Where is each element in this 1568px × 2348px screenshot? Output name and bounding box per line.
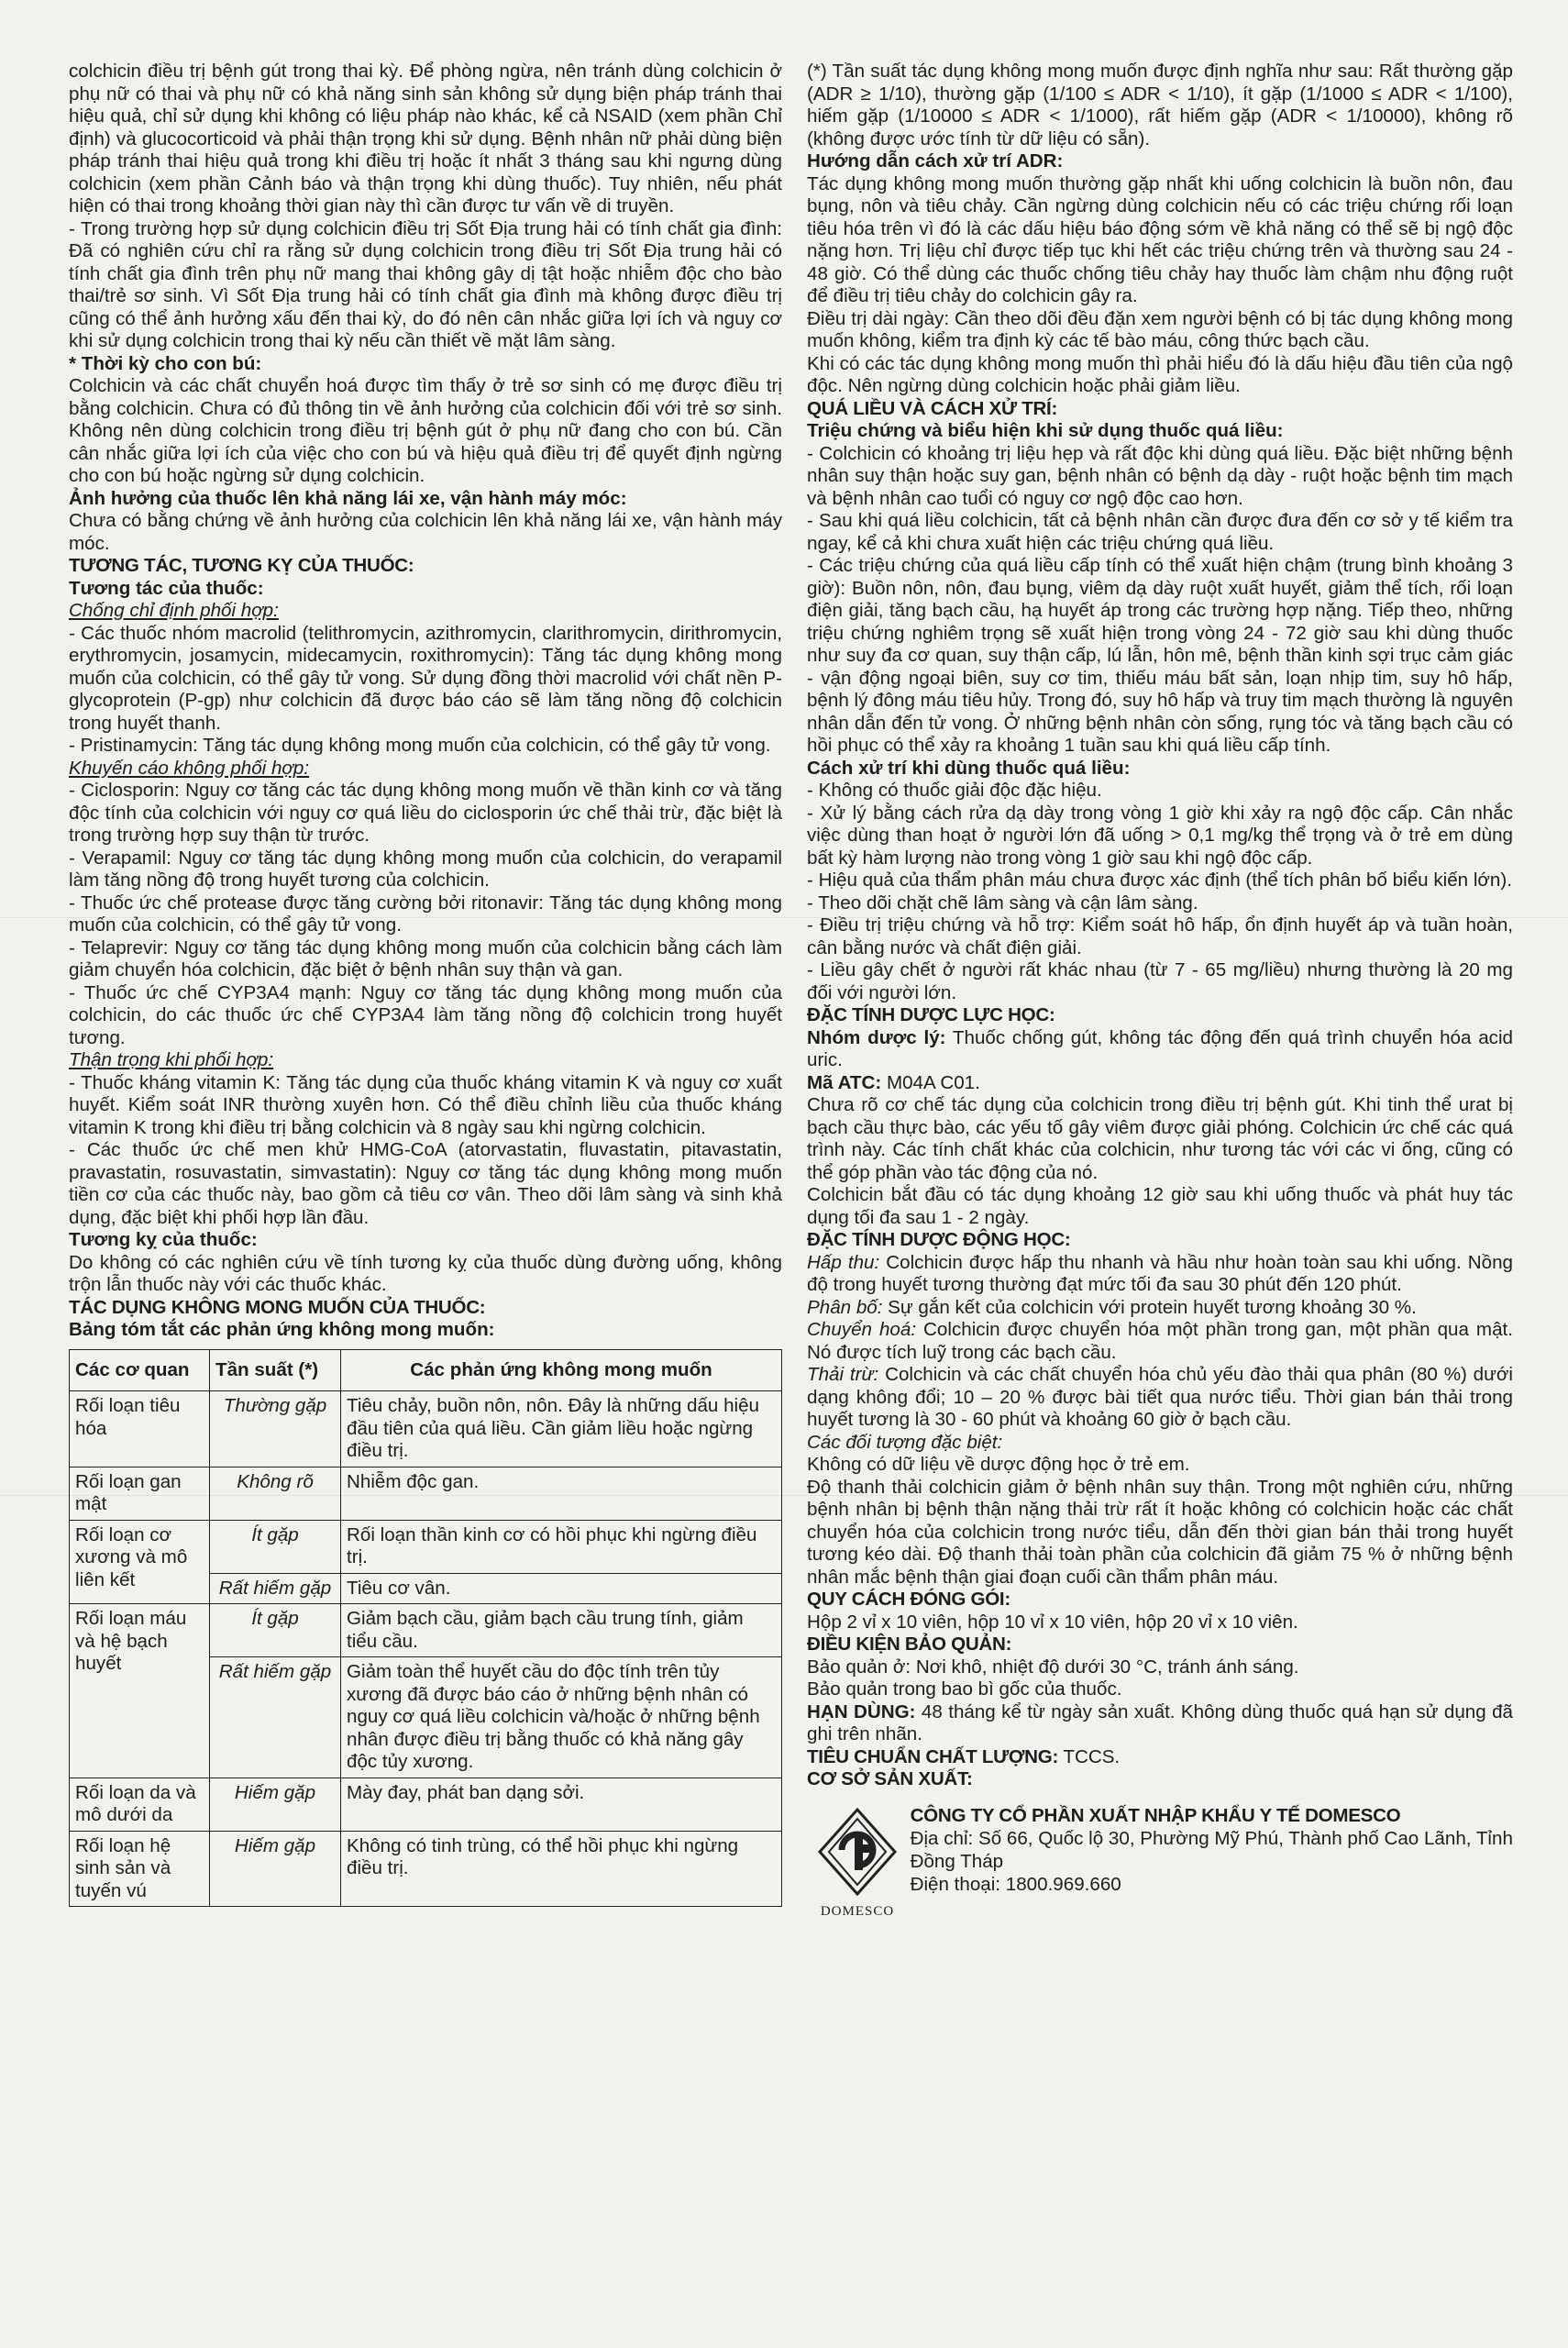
pharmacokinetics-heading: ĐẶC TÍNH DƯỢC ĐỘNG HỌC:	[807, 1229, 1071, 1250]
distribution-label: Phân bố:	[807, 1296, 883, 1318]
reaction-cell: Tiêu cơ vân.	[341, 1573, 782, 1604]
overdose-symptoms-heading: Triệu chứng và biểu hiện khi sử dụng thuốc quá liều:	[807, 420, 1284, 441]
atc-label: Mã ATC:	[807, 1071, 882, 1093]
overdose-heading: QUÁ LIỀU VÀ CÁCH XỬ TRÍ:	[807, 397, 1058, 419]
toxicity-sign-paragraph: Khi có các tác dụng không mong muốn thì phải hiểu đó là dấu hiệu đầu tiên của ngộ độc. Nên ngừng dùng colchicin hoặc phải giảm liều.	[807, 352, 1513, 396]
packaging-heading: QUY CÁCH ĐÓNG GÓI:	[807, 1589, 1010, 1610]
packaging-text: Hộp 2 vỉ x 10 viên, hộp 10 vỉ x 10 viên, hộp 20 vỉ x 10 viên.	[807, 1611, 1298, 1633]
reaction-cell: Mày đay, phát ban dạng sởi.	[341, 1778, 782, 1831]
ciclosporin-paragraph: - Ciclosporin: Nguy cơ tăng các tác dụng không mong muốn về thần kinh cơ và tăng độc tính của colchicin với nguy cơ quá liều do ciclosporin ức chế thải trừ, đặc biệt là trong trường hợp suy thận từ trước.	[69, 780, 782, 846]
adr-table-header-row	[70, 1349, 782, 1391]
lactation-paragraph: Colchicin và các chất chuyển hoá được tìm thấy ở trẻ sơ sinh có mẹ được điều trị bằng colchicin. Chưa có đủ thông tin về ảnh hưởng của colchicin đối với trẻ sơ sinh. Không nên dùng colchicin trong điều trị bệnh gút ở phụ nữ đang cho con bú. Cần cân nhắc giữa lợi ích của việc cho con bú và hiệu quả điều trị để quyết định ngừng cho con bú hoặc ngừng sử dụng colchicin.	[69, 375, 782, 486]
organ-cell: Rối loạn máu và hệ bạch huyết	[70, 1604, 210, 1778]
table-row	[70, 1604, 782, 1657]
pharmacodynamics-heading: ĐẶC TÍNH DƯỢC LỰC HỌC:	[807, 1004, 1055, 1025]
table-row	[70, 1520, 782, 1573]
quality-standard-value: TCCS.	[1058, 1745, 1121, 1767]
storage-text-2: Bảo quản trong bao bì gốc của thuốc.	[807, 1678, 1122, 1700]
pharmacologic-group-value: Thuốc chống gút, không tác động đến quá trình chuyển hóa acid uric.	[807, 1026, 1513, 1070]
storage-text-1: Bảo quản ở: Nơi khô, nhiệt độ dưới 30 °C, tránh ánh sáng.	[807, 1656, 1299, 1678]
expiry-line	[807, 1701, 1513, 1746]
metabolism-paragraph	[807, 1319, 1513, 1364]
frequency-cell: Hiếm gặp	[210, 1778, 341, 1831]
frequency-cell: Rất hiếm gặp	[210, 1573, 341, 1604]
pregnancy-paragraph: colchicin điều trị bệnh gút trong thai kỳ. Để phòng ngừa, nên tránh dùng colchicin ở phụ nữ có thai và phụ nữ có khả năng sinh sản không sử dụng biện pháp tránh thai hiệu quả, chỉ sử dụng khi không có liệu pháp nào khác, kể cả NSAID (xem phần Chỉ định) và glucocorticoid và phải thận trọng khi sử dụng. Bệnh nhân nữ phải dùng biện pháp tránh thai hiệu quả trong khi điều trị hoặc ít nhất 3 tháng sau khi ngưng dùng colchicin (xem phần Cảnh báo và thận trọng khi dùng thuốc). Tuy nhiên, nếu phát hiện có thai trong khoảng thời gian này thì cần được tư vấn về di truyền.	[69, 61, 782, 216]
left-column	[69, 61, 782, 1907]
adr-heading: TÁC DỤNG KHÔNG MONG MUỐN CỦA THUỐC:	[69, 1296, 486, 1318]
lethal-dose-item: - Liều gây chết ở người rất khác nhau (từ 7 - 65 mg/liều) nhưng thường là 20 mg đối với người lớn.	[807, 959, 1513, 1003]
pharmacologic-group	[807, 1027, 1513, 1072]
organ-cell: Rối loạn gan mật	[70, 1467, 210, 1520]
reaction-cell: Không có tinh trùng, có thể hồi phục khi ngừng điều trị.	[341, 1831, 782, 1907]
adr-table	[69, 1349, 782, 1908]
adr-table-heading: Bảng tóm tắt các phản ứng không mong muốn:	[69, 1319, 495, 1340]
pharmacologic-group-label: Nhóm dược lý:	[807, 1026, 946, 1048]
company-address: Địa chỉ: Số 66, Quốc lộ 30, Phường Mỹ Phú, Thành phố Cao Lãnh, Tỉnh Đồng Tháp	[910, 1827, 1513, 1872]
company-name: CÔNG TY CỔ PHẦN XUẤT NHẬP KHẨU Y TẾ DOMESCO	[910, 1804, 1401, 1826]
expiry-value: 48 tháng kể từ ngày sản xuất. Không dùng thuốc quá hạn sử dụng đã ghi trên nhãn.	[807, 1700, 1513, 1744]
logo-caption: DOMESCO	[820, 1904, 895, 1919]
statin-paragraph: - Các thuốc ức chế men khử HMG-CoA (atorvastatin, fluvastatin, pitavastatin, pravastatin, rosuvastatin, simvastatin): Nguy cơ tăng tác dụng không mong muốn tiền cơ của các thuốc này, bao gồm cả tiêu cơ vân. Theo dõi lâm sàng và sinh khả dụng, đặc biệt khi phối hợp lần đầu.	[69, 1139, 782, 1228]
right-column	[807, 61, 1513, 1923]
adr-guide-paragraph: Tác dụng không mong muốn thường gặp nhất khi uống colchicin là buồn nôn, đau bụng, nôn và tiêu chảy. Cần ngừng dùng colchicin nếu có các triệu chứng rối loạn tiêu hóa trên vì đó là các dấu hiệu báo động sớm về khả năng có thể sẽ bị ngộ độc nặng hơn. Trị liệu chỉ được tiếp tục khi hết các triệu chứng trên và thường sau 24 - 48 giờ. Có thể dùng các thuốc chống tiêu chảy hay thuốc làm chậm nhu động ruột để điều trị tiêu chảy do colchicin gây ra.	[807, 172, 1513, 306]
fmf-paragraph: - Trong trường hợp sử dụng colchicin điều trị Sốt Địa trung hải có tính chất gia đình: Đã có nghiên cứu chỉ ra rằng sử dụng colchicin trong điều trị Sốt Địa trung hải có tính chất gia đình trên phụ nữ mang thai không gây dị tật hoặc nhiễm độc cho bào thai/trẻ sơ sinh. Vì Sốt Địa trung hải có tính chất gia đình mà không được điều trị cũng có thể ảnh hưởng xấu đến thai kỳ, do đó nên cân nhắc giữa lợi ích và nguy cơ khi sử dụng colchicin trong thai kỳ nếu cần thiết về mặt lâm sàng.	[69, 217, 782, 351]
caution-combo-heading: Thận trọng khi phối hợp:	[69, 1049, 274, 1070]
lactation-heading: * Thời kỳ cho con bú:	[69, 352, 262, 374]
gastric-lavage-item: - Xử lý bằng cách rửa dạ dày trong vòng 1 giờ khi xảy ra ngộ độc cấp. Cân nhắc việc dùng than hoạt ở người lớn đã uống > 0,1 mg/kg thể trọng và ở trẻ em dùng bất kỳ hàm lượng nào trong vòng 1 giờ sau khi ngộ độc cấp.	[807, 802, 1513, 869]
distribution-value: Sự gắn kết của colchicin với protein huyết tương khoảng 30 %.	[882, 1296, 1417, 1318]
pediatric-paragraph: Không có dữ liệu về dược động học ở trẻ em.	[807, 1454, 1190, 1475]
atc-code	[807, 1072, 1513, 1095]
frequency-definition: (*) Tần suất tác dụng không mong muốn được định nghĩa như sau: Rất thường gặp (ADR ≥ 1/10), thường gặp (1/100 ≤ ADR < 1/10), ít gặp (1/1000 ≤ ADR < 1/100), hiếm gặp (1/10000 ≤ ADR < 1/1000), rất hiếm gặp (ADR < 1/10000), không rõ (không được ước tính từ dữ liệu có sẵn).	[807, 61, 1513, 150]
incompatibility-heading: Tương kỵ của thuốc:	[69, 1229, 258, 1250]
frequency-cell: Rất hiếm gặp	[210, 1657, 341, 1778]
absorption-label: Hấp thu:	[807, 1251, 880, 1273]
reaction-cell: Giảm toàn thể huyết cầu do độc tính trên tủy xương đã được báo cáo ở những bệnh nhân có nguy cơ quá liều colchicin và/hoặc ở những bệnh nhân được điều trị bằng thuốc có khả năng gây độc tủy xương.	[341, 1657, 782, 1778]
interactions-heading: TƯƠNG TÁC, TƯƠNG KỴ CỦA THUỐC:	[69, 555, 414, 576]
distribution-paragraph	[807, 1297, 1513, 1320]
table-row	[70, 1831, 782, 1907]
frequency-cell: Ít gặp	[210, 1520, 341, 1573]
telaprevir-paragraph: - Telaprevir: Nguy cơ tăng tác dụng không mong muốn của colchicin bằng cách làm giảm chuyển hóa colchicin, đặc biệt ở bệnh nhân suy thận và gan.	[69, 936, 782, 980]
special-populations-heading: Các đối tượng đặc biệt:	[807, 1431, 1003, 1453]
storage-heading: ĐIỀU KIỆN BẢO QUẢN:	[807, 1634, 1012, 1655]
absorption-value: Colchicin được hấp thu nhanh và hầu như hoàn toàn sau khi uống. Nồng độ trong huyết tương thường đạt mức tối đa sau 30 phút đến 120 phút.	[807, 1251, 1513, 1295]
no-antidote-item: - Không có thuốc giải độc đặc hiệu.	[807, 780, 1102, 801]
interaction-subheading: Tương tác của thuốc:	[69, 577, 264, 599]
overdose-treatment-heading: Cách xử trí khi dùng thuốc quá liều:	[807, 757, 1131, 779]
monitoring-item: - Theo dõi chặt chẽ lâm sàng và cận lâm sàng.	[807, 892, 1198, 914]
renal-paragraph: Độ thanh thải colchicin giảm ở bệnh nhân suy thận. Trong một nghiên cứu, những bệnh nhân bị bệnh thận nặng thải trừ rất ít hoặc không có colchicin hoặc các chất chuyển hóa của colchicin trong nước tiểu, dẫn đến thời gian bán thải trong huyết tương kéo dài. Độ thanh thải toàn phần của colchicin đã giảm 75 % ở những bệnh nhân mắc bệnh thận giai đoạn cuối cần thẩm phân máu.	[807, 1476, 1513, 1588]
overdose-referral-paragraph: - Sau khi quá liều colchicin, tất cả bệnh nhân cần được đưa đến cơ sở y tế kiểm tra ngay, kể cả khi chưa xuất hiện các triệu chứng quá liều.	[807, 510, 1513, 554]
organ-cell: Rối loạn cơ xương và mô liên kết	[70, 1520, 210, 1604]
reaction-cell: Nhiễm độc gan.	[341, 1467, 782, 1520]
macrolid-paragraph: - Các thuốc nhóm macrolid (telithromycin, azithromycin, clarithromycin, dirithromycin, erythromycin, josamycin, midecamycin, roxithromycin): Tăng tác dụng không mong muốn của colchicin, có thể gây tử vong. Sử dụng đồng thời macrolid với chất nền P-glycoprotein (P-gp) như colchicin đã được báo cáo sẽ làm tăng nồng độ colchicin trong huyết thanh.	[69, 622, 782, 734]
protease-paragraph: - Thuốc ức chế protease được tăng cường bởi ritonavir: Tăng tác dụng không mong muốn của colchicin, có thể gây tử vong.	[69, 892, 782, 936]
table-row	[70, 1391, 782, 1468]
frequency-cell: Ít gặp	[210, 1604, 341, 1657]
frequency-cell: Thường gặp	[210, 1391, 341, 1468]
hemodialysis-item: - Hiệu quả của thẩm phân máu chưa được xác định (thể tích phân bố biểu kiến lớn).	[807, 869, 1512, 891]
quality-standard-label: TIÊU CHUẨN CHẤT LƯỢNG:	[807, 1745, 1059, 1767]
verapamil-paragraph: - Verapamil: Nguy cơ tăng tác dụng không mong muốn của colchicin, do verapamil làm tăng nồng độ trong huyết tương của colchicin.	[69, 847, 782, 891]
frequency-cell: Không rõ	[210, 1467, 341, 1520]
atc-value: M04A C01.	[881, 1071, 980, 1093]
driving-heading: Ảnh hưởng của thuốc lên khả năng lái xe, vận hành máy móc:	[69, 487, 627, 509]
manufacturer-info	[911, 1804, 1513, 1896]
organ-cell: Rối loạn tiêu hóa	[70, 1391, 210, 1468]
frequency-cell: Hiếm gặp	[210, 1831, 341, 1907]
pristinamycin-paragraph: - Pristinamycin: Tăng tác dụng không mong muốn của colchicin, có thể gây tử vong.	[69, 735, 771, 756]
expiry-label: HẠN DÙNG:	[807, 1700, 916, 1722]
adr-guide-heading: Hướng dẫn cách xử trí ADR:	[807, 150, 1064, 172]
table-row	[70, 1778, 782, 1831]
organ-cell: Rối loạn da và mô dưới da	[70, 1778, 210, 1831]
cyp3a4-paragraph: - Thuốc ức chế CYP3A4 mạnh: Nguy cơ tăng tác dụng không mong muốn của colchicin, do các thuốc ức chế CYP3A4 làm tăng nồng độ colchicin trong huyết tương.	[69, 981, 782, 1048]
elimination-label: Thải trừ:	[807, 1364, 879, 1385]
header-frequency: Tần suất (*)	[210, 1349, 341, 1391]
incompatibility-paragraph: Do không có các nghiên cứu về tính tương kỵ của thuốc dùng đường uống, không trộn lẫn thuốc này với các thuốc khác.	[69, 1251, 782, 1295]
onset-paragraph: Colchicin bắt đầu có tác dụng khoảng 12 giờ sau khi uống thuốc và phát huy tác dụng tối đa sau 1 - 2 ngày.	[807, 1184, 1513, 1228]
driving-paragraph: Chưa có bằng chứng về ảnh hưởng của colchicin lên khả năng lái xe, vận hành máy móc.	[69, 510, 782, 554]
table-row	[70, 1467, 782, 1520]
mechanism-paragraph: Chưa rõ cơ chế tác dụng của colchicin trong điều trị bệnh gút. Khi tinh thể urat bị bạch cầu thực bào, các yếu tố gây viêm được giải phóng. Colchicin ức chế các quá trình này. Các tính chất khác của colchicin, như tương tác với các vi ống, cũng có thể góp phần vào tác động của nó.	[807, 1094, 1513, 1183]
organ-cell: Rối loạn hệ sinh sản và tuyến vú	[70, 1831, 210, 1907]
domesco-logo	[807, 1804, 894, 1923]
metabolism-value: Colchicin được chuyển hóa một phần trong gan, một phần qua mật. Nó được tích luỹ trong các bạch cầu.	[807, 1319, 1513, 1363]
reaction-cell: Tiêu chảy, buồn nôn, nôn. Đây là những dấu hiệu đầu tiên của quá liều. Cần giảm liều hoặc ngừng điều trị.	[341, 1391, 782, 1468]
header-organ: Các cơ quan	[70, 1349, 210, 1391]
elimination-paragraph	[807, 1364, 1513, 1432]
header-reaction: Các phản ứng không mong muốn	[341, 1349, 782, 1391]
acute-overdose-paragraph: - Các triệu chứng của quá liều cấp tính có thể xuất hiện chậm (trung bình khoảng 3 giờ): Buồn nôn, nôn, đau bụng, viêm dạ dày ruột xuất huyết, giảm thể tích, rối loạn điện giải, tăng bạch cầu, hạ huyết áp trong các trường hợp nặng. Tiếp theo, những triệu chứng nghiêm trọng sẽ xuất hiện trong vòng 24 - 72 giờ sau khi dùng thuốc như suy đa cơ quan, suy thận cấp, lú lẫn, hôn mê, bệnh thần kinh sợi trục cảm giác - vận động ngoại biên, suy cơ tim, thiếu máu bất sản, loạn nhịp tim, suy hô hấp, bệnh lý đông máu tiêu hủy. Trong đó, suy hô hấp và truy tim mạch thường là nguyên nhân dẫn đến tử vong. Ở những bệnh nhân còn sống, rụng tóc và tăng bạch cầu có hồi phục có thể xảy ra khoảng 1 tuần sau khi quá liều cấp tính.	[807, 555, 1513, 756]
metabolism-label: Chuyển hoá:	[807, 1319, 917, 1340]
not-recommended-heading: Khuyến cáo không phối hợp:	[69, 757, 310, 779]
reaction-cell: Rối loạn thần kinh cơ có hồi phục khi ngừng điều trị.	[341, 1520, 782, 1573]
elimination-value: Colchicin và các chất chuyển hóa chủ yếu đào thải qua phân (80 %) dưới dạng không đổi; 10 – 20 % được bài tiết qua nước tiểu. Thời gian bán thải trong huyết tương là 30 - 60 phút và khoảng 60 giờ ở bạch cầu.	[807, 1364, 1514, 1430]
company-phone: Điện thoại: 1800.969.660	[910, 1873, 1121, 1895]
reaction-cell: Giảm bạch cầu, giảm bạch cầu trung tính, giảm tiểu cầu.	[341, 1604, 782, 1657]
vitamin-k-paragraph: - Thuốc kháng vitamin K: Tăng tác dụng của thuốc kháng vitamin K và nguy cơ xuất huyết. Kiểm soát INR thường xuyên hơn. Có thể điều chỉnh liều của thuốc kháng vitamin K trong khi điều trị bằng colchicin và 8 ngày sau khi ngừng colchicin.	[69, 1071, 782, 1138]
absorption-paragraph	[807, 1252, 1513, 1297]
contraindicated-combo-heading: Chống chỉ định phối hợp:	[69, 600, 279, 621]
overdose-risk-paragraph: - Colchicin có khoảng trị liệu hẹp và rất độc khi dùng quá liều. Đặc biệt những bệnh nhân suy thận hoặc suy gan, bệnh nhân có bệnh dạ dày - ruột hoặc bệnh tim mạch và bệnh nhân cao tuổi có nguy cơ ngộ độc cao hơn.	[807, 442, 1513, 509]
supportive-care-item: - Điều trị triệu chứng và hỗ trợ: Kiểm soát hô hấp, ổn định huyết áp và tuần hoàn, cân bằng nước và chất điện giải.	[807, 914, 1513, 958]
manufacturer-block	[807, 1804, 1513, 1923]
quality-standard-line	[807, 1746, 1513, 1769]
domesco-emblem-icon	[818, 1808, 897, 1896]
manufacturer-heading: CƠ SỞ SẢN XUẤT:	[807, 1768, 973, 1789]
long-term-paragraph: Điều trị dài ngày: Cần theo dõi đều đặn xem người bệnh có bị tác dụng không mong muốn không, kiểm tra định kỳ các tế bào máu, công thức bạch cầu.	[807, 307, 1513, 351]
